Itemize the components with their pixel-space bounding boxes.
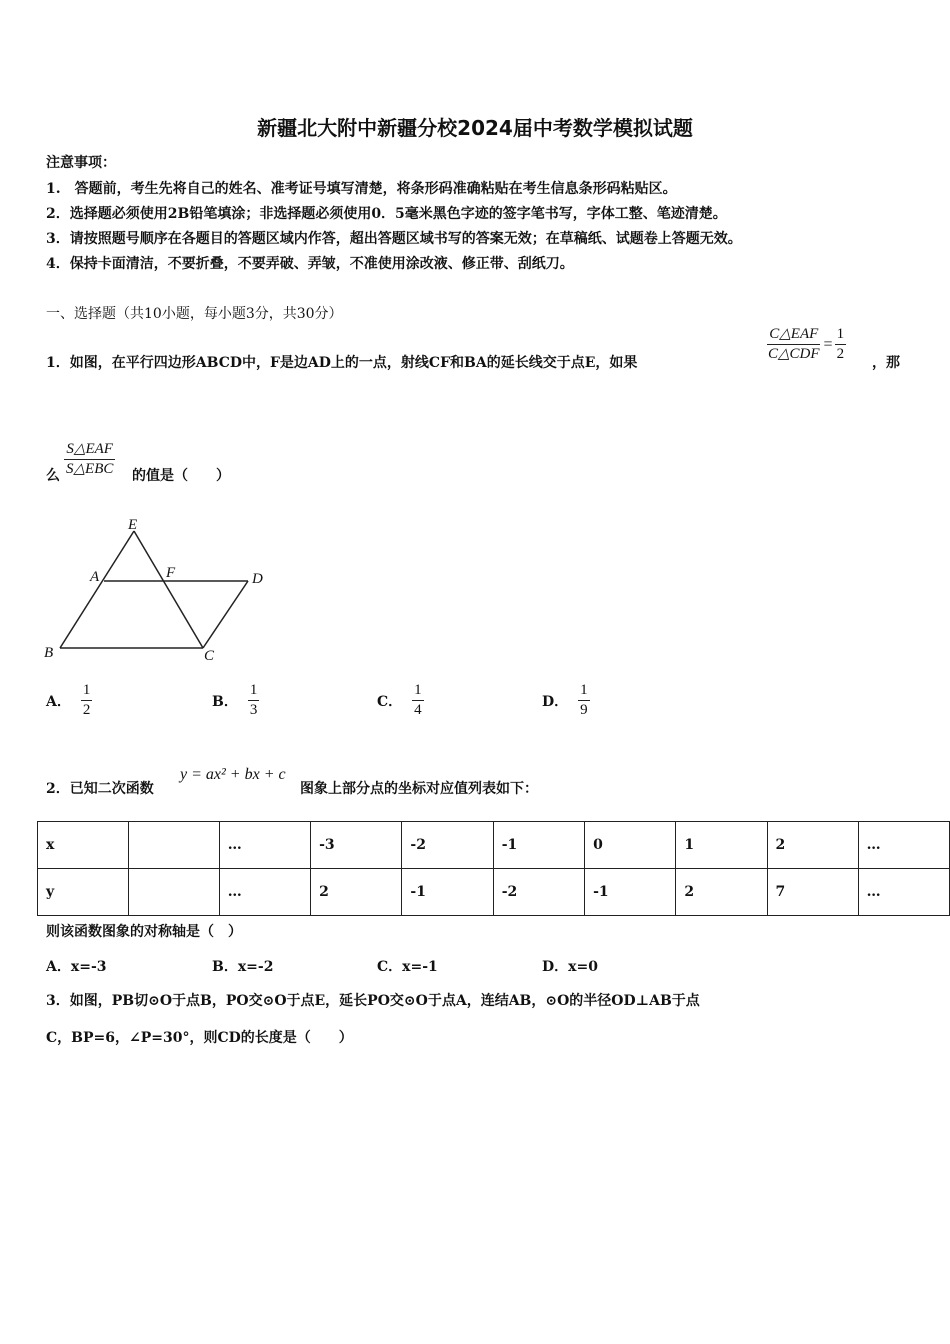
- note-item-1: 1. 答题前，考生先将自己的姓名、准考证号填写清楚，将条形码准确粘贴在考生信息条形码粘贴区。: [46, 181, 677, 197]
- table-cell: x: [38, 822, 129, 869]
- segment-DC: [203, 581, 248, 648]
- q2-option-a[interactable]: A．x=-3: [46, 959, 107, 975]
- q1-perimeter-fraction: [766, 326, 822, 363]
- option-label: D．: [542, 693, 569, 710]
- note-item-4: 4．保持卡面清洁，不要折叠，不要弄破、弄皱，不准使用涂改液、修正带、刮纸刀。: [46, 256, 574, 272]
- q2-option-b[interactable]: B．x=-2: [212, 959, 274, 975]
- table-cell: -1: [493, 822, 584, 869]
- table-cell: -1: [585, 869, 676, 916]
- table-cell: 2: [767, 822, 858, 869]
- fraction-denominator: 9: [580, 702, 588, 718]
- q2-option-d[interactable]: D．x=0: [542, 959, 598, 975]
- label-B: B: [44, 645, 54, 661]
- q2-option-c[interactable]: C．x=-1: [377, 959, 438, 975]
- values-table: [37, 821, 950, 916]
- q1-option-c[interactable]: [377, 682, 424, 719]
- fraction-numerator: 1: [835, 326, 847, 345]
- table-cell: -2: [402, 822, 493, 869]
- segment-EC: [134, 531, 203, 648]
- table-cell: 2: [311, 869, 402, 916]
- table-cell: 2: [676, 869, 767, 916]
- table-cell: -2: [493, 869, 584, 916]
- page-title: 新疆北大附中新疆分校2024届中考数学模拟试题: [257, 116, 693, 140]
- fraction-denominator: 3: [249, 702, 258, 718]
- label-C: C: [204, 648, 215, 664]
- table-cell: y: [38, 869, 129, 916]
- q3-line2: C，BP=6，∠P=30°，则CD的长度是（ ）: [46, 1030, 353, 1046]
- q2-formula: y = ax² + bx + c: [180, 766, 286, 783]
- q1-option-d[interactable]: [542, 682, 590, 719]
- fraction-denominator: C△CDF: [768, 346, 820, 362]
- notes-heading: 注意事项：: [46, 155, 116, 171]
- fraction-numerator: 1: [248, 682, 260, 701]
- option-label: A．: [46, 693, 71, 710]
- q1-half-fraction: [835, 326, 847, 363]
- table-cell: -3: [311, 822, 402, 869]
- q1-text: 1．如图，在平行四边形ABCD中，F是边AD上的一点，射线CF和BA的延长线交于点E，如果: [46, 355, 638, 371]
- q1-ratio-formula: [766, 326, 846, 363]
- segment-BE: [60, 531, 134, 648]
- fraction-numerator: S△EAF: [64, 441, 115, 460]
- table-cell: [129, 822, 220, 869]
- fraction-denominator: S△EBC: [66, 461, 114, 477]
- table-cell: …: [219, 822, 310, 869]
- section-heading: 一、选择题（共10小题，每小题3分，共30分）: [46, 306, 343, 322]
- option-label: B．: [212, 693, 238, 710]
- fraction-numerator: 1: [81, 682, 93, 701]
- note-item-3: 3．请按照题号顺序在各题目的答题区域内作答，超出答题区域书写的答案无效；在草稿纸、试题卷上答题无效。: [46, 231, 742, 247]
- q1-option-b[interactable]: [212, 682, 259, 719]
- note-item-2: 2．选择题必须使用2B铅笔填涂；非选择题必须使用0．5毫米黑色字迹的签字笔书写，字体工整、笔迹清楚。: [46, 206, 727, 222]
- q1-option-a[interactable]: [46, 682, 92, 719]
- option-label: C．: [377, 693, 403, 710]
- fraction-denominator: 4: [414, 702, 422, 718]
- table-cell: -1: [402, 869, 493, 916]
- q1-text-tail: ，那: [872, 355, 900, 371]
- table-cell: …: [219, 869, 310, 916]
- table-row-y: [38, 869, 950, 916]
- equals-sign: =: [823, 335, 833, 353]
- table-cell: 0: [585, 822, 676, 869]
- q1-line2-suffix: 的值是（ ）: [132, 468, 230, 484]
- q2-question: 则该函数图象的对称轴是（ ）: [46, 924, 242, 940]
- q1-line2-prefix: 么: [46, 468, 60, 484]
- q3-line1: 3．如图，PB切⊙O于点B，PO交⊙O于点E，延长PO交⊙O于点A，连结AB，⊙O的半径OD⊥AB于点: [46, 993, 700, 1009]
- q2-text: 2．已知二次函数: [46, 781, 154, 797]
- fraction-denominator: 2: [836, 346, 845, 362]
- parallelogram-figure: [40, 515, 275, 670]
- q1-area-fraction: [64, 438, 115, 478]
- table-cell: 7: [767, 869, 858, 916]
- fraction-numerator: 1: [578, 682, 590, 701]
- label-D: D: [252, 571, 263, 587]
- fraction-numerator: 1: [412, 682, 424, 701]
- table-cell: …: [858, 869, 949, 916]
- label-E: E: [128, 517, 138, 533]
- fraction-denominator: 2: [82, 702, 91, 718]
- label-A: A: [90, 569, 100, 585]
- table-cell: [129, 869, 220, 916]
- table-cell: 1: [676, 822, 767, 869]
- q2-text-tail: 图象上部分点的坐标对应值列表如下：: [300, 781, 538, 797]
- fraction-numerator: C△EAF: [767, 326, 820, 345]
- table-cell: …: [858, 822, 949, 869]
- label-F: F: [166, 565, 176, 581]
- table-row-x: [38, 822, 950, 869]
